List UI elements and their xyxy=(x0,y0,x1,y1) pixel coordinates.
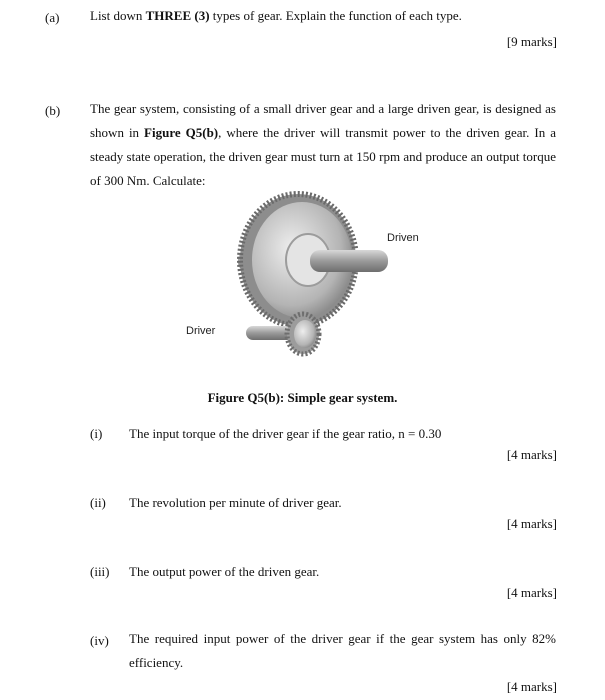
driver-gear-face xyxy=(294,320,316,348)
question-iii-marks: [4 marks] xyxy=(506,585,557,600)
part-a-question: List down THREE (3) types of gear. Explain the function of each type. xyxy=(90,8,462,23)
question-iii-text: The output power of the driven gear. xyxy=(129,564,320,579)
question-iii-number: (iii) xyxy=(90,564,110,579)
part-a-label: (a) xyxy=(45,10,60,25)
gear-system-figure xyxy=(180,190,430,370)
driver-label: Driver xyxy=(186,325,216,337)
driven-label: Driven xyxy=(387,232,419,244)
question-iv-number: (iv) xyxy=(90,633,109,648)
question-iv-marks: [4 marks] xyxy=(506,679,557,694)
question-ii-text: The revolution per minute of driver gear. xyxy=(129,495,342,510)
question-iv-text: The required input power of the driver gear if the gear system has only 82% efficiency. xyxy=(129,631,556,670)
question-i-marks: [4 marks] xyxy=(506,447,557,462)
part-b-intro: The gear system, consisting of a small driver gear and a large driven gear, is designed as shown in Figure Q5(b), where the driver will transmit power to the driven gear. In a steady state operation, the driven gear must turn at 150 rpm and produce an output torque of 300 Nm. Calculate: xyxy=(90,101,557,188)
question-ii-marks: [4 marks] xyxy=(506,516,557,531)
question-i-number: (i) xyxy=(90,426,103,441)
part-a-marks: [9 marks] xyxy=(506,34,557,49)
question-i-text: The input torque of the driver gear if the gear ratio, n = 0.30 xyxy=(129,426,442,441)
figure-caption: Figure Q5(b): Simple gear system. xyxy=(207,390,398,405)
part-a-emphasis: THREE (3) xyxy=(145,8,210,23)
driven-shaft-front xyxy=(310,250,370,272)
part-b-label: (b) xyxy=(45,103,61,118)
question-ii-number: (ii) xyxy=(90,495,106,510)
figure-reference: Figure Q5(b) xyxy=(144,125,219,140)
